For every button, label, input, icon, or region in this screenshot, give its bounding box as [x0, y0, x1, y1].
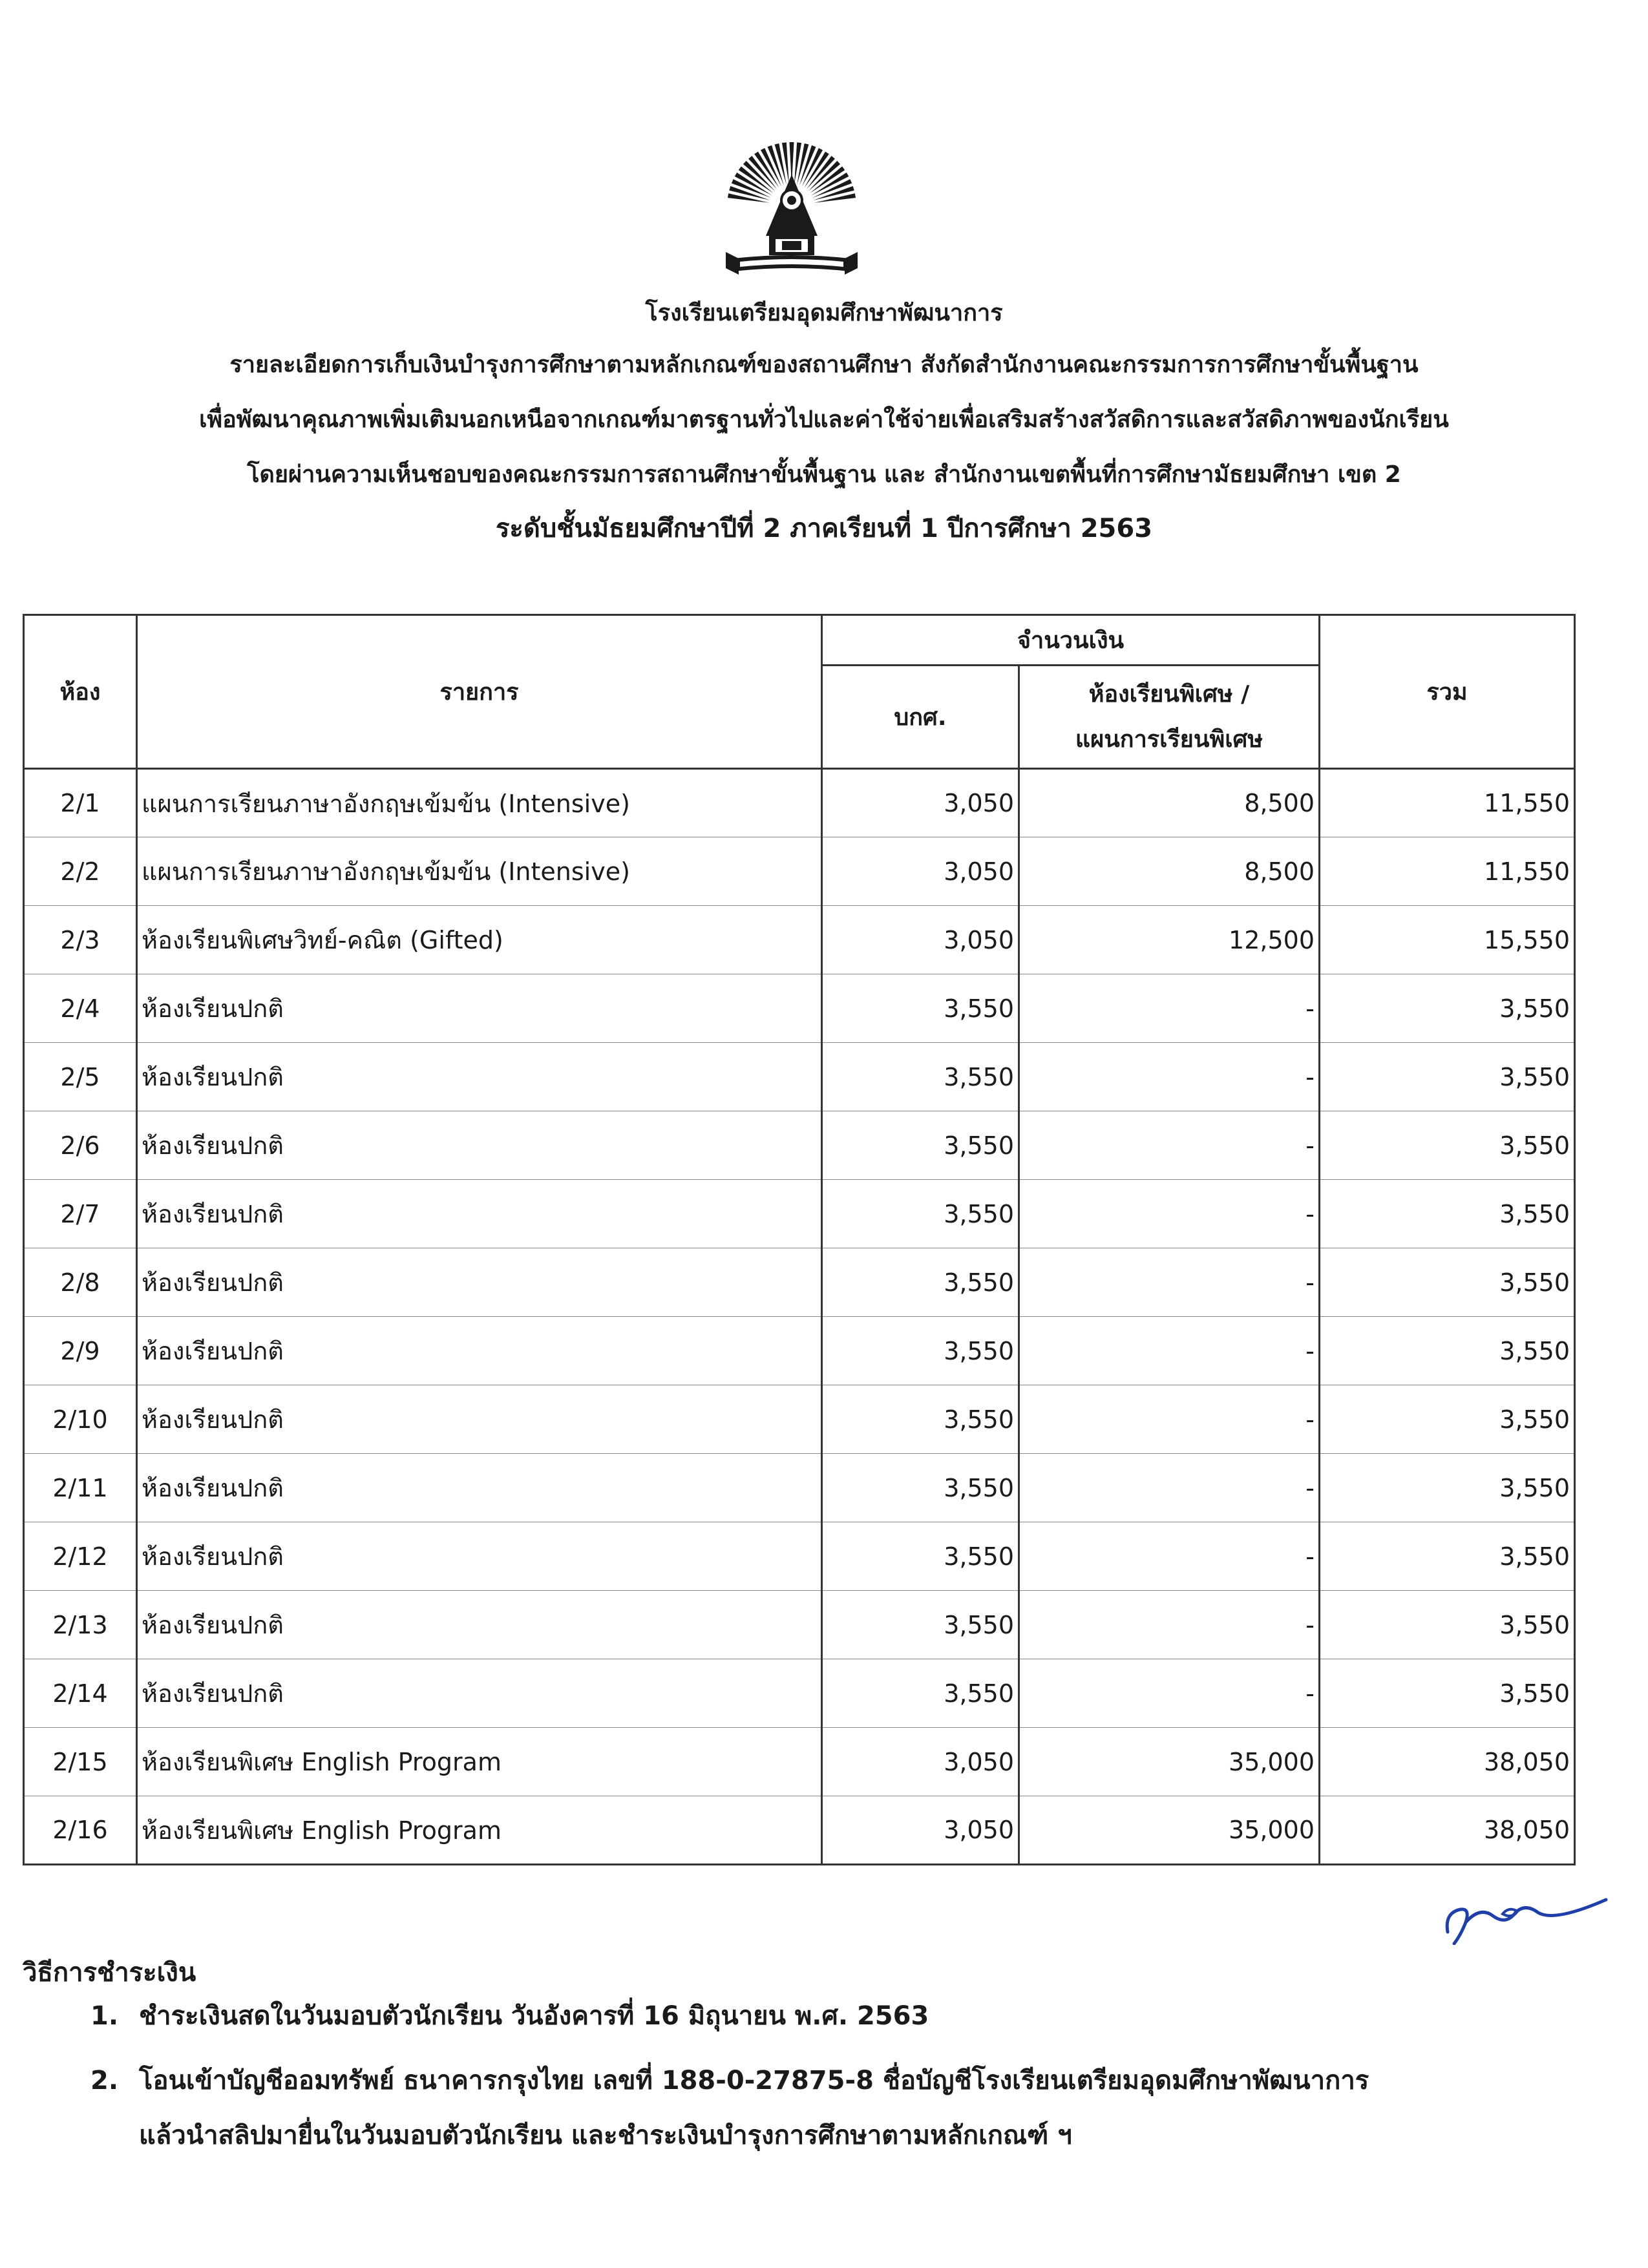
cell-item: ห้องเรียนปกติ: [137, 1317, 822, 1385]
cell-room: 2/10: [24, 1385, 137, 1454]
cell-total: 15,550: [1320, 906, 1575, 974]
table-row: [24, 1111, 1575, 1180]
cell-special: -: [1019, 974, 1320, 1043]
cell-item: ห้องเรียนปกติ: [137, 1180, 822, 1248]
cell-room: 2/9: [24, 1317, 137, 1385]
cell-bks: 3,550: [822, 1522, 1019, 1591]
table-row: [24, 906, 1575, 974]
header-total: รวม: [1320, 615, 1575, 769]
cell-special: -: [1019, 1111, 1320, 1180]
header-line-3: เพื่อพัฒนาคุณภาพเพิ่มเติมนอกเหนือจากเกณฑ์มาตรฐานทั่วไปและค่าใช้จ่ายเพื่อเสริมสร้างสวัสดิการและสวัสดิภาพของนักเรียน: [199, 406, 1449, 433]
cell-item: แผนการเรียนภาษาอังกฤษเข้มข้น (Intensive): [137, 769, 822, 837]
payment-item-2-number: 2.: [90, 2066, 119, 2095]
cell-bks: 3,050: [822, 1796, 1019, 1865]
cell-special: -: [1019, 1659, 1320, 1728]
cell-bks: 3,550: [822, 1317, 1019, 1385]
cell-item: ห้องเรียนปกติ: [137, 1111, 822, 1180]
cell-room: 2/8: [24, 1248, 137, 1317]
cell-total: 3,550: [1320, 1385, 1575, 1454]
cell-room: 2/4: [24, 974, 137, 1043]
cell-special: 35,000: [1019, 1728, 1320, 1796]
table-row: [24, 1659, 1575, 1728]
header-level-term: ระดับชั้นมัธยมศึกษาปีที่ 2 ภาคเรียนที่ 1 ปีการศึกษา 2563: [495, 514, 1153, 543]
cell-bks: 3,050: [822, 1728, 1019, 1796]
cell-item: ห้องเรียนปกติ: [137, 1522, 822, 1591]
cell-total: 3,550: [1320, 1248, 1575, 1317]
cell-room: 2/5: [24, 1043, 137, 1111]
header-special-line2: แผนการเรียนพิเศษ: [1075, 726, 1263, 753]
cell-total: 3,550: [1320, 1522, 1575, 1591]
cell-special: -: [1019, 1180, 1320, 1248]
header-room: ห้อง: [24, 615, 137, 769]
payment-item-1-text: ชำระเงินสดในวันมอบตัวนักเรียน วันอังคารที่ 16 มิถุนายน พ.ศ. 2563: [139, 2001, 929, 2031]
cell-bks: 3,550: [822, 1111, 1019, 1180]
school-emblem-icon: [721, 139, 863, 284]
cell-bks: 3,550: [822, 1248, 1019, 1317]
cell-room: 2/6: [24, 1111, 137, 1180]
cell-special: -: [1019, 1248, 1320, 1317]
cell-room: 2/13: [24, 1591, 137, 1659]
cell-room: 2/12: [24, 1522, 137, 1591]
cell-item: ห้องเรียนพิเศษ English Program: [137, 1728, 822, 1796]
payment-item-2-continued: แล้วนำสลิปมายื่นในวันมอบตัวนักเรียน และชำระเงินบำรุงการศึกษาตามหลักเกณฑ์ ฯ: [139, 2121, 1072, 2150]
cell-room: 2/7: [24, 1180, 137, 1248]
cell-bks: 3,550: [822, 1591, 1019, 1659]
cell-special: 12,500: [1019, 906, 1320, 974]
school-name: โรงเรียนเตรียมอุดมศึกษาพัฒนาการ: [645, 300, 1003, 326]
cell-item: แผนการเรียนภาษาอังกฤษเข้มข้น (Intensive): [137, 837, 822, 906]
cell-item: ห้องเรียนปกติ: [137, 1454, 822, 1522]
table-row: [24, 1248, 1575, 1317]
cell-bks: 3,550: [822, 1043, 1019, 1111]
cell-bks: 3,550: [822, 1180, 1019, 1248]
header-line-2: รายละเอียดการเก็บเงินบำรุงการศึกษาตามหลักเกณฑ์ของสถานศึกษา สังกัดสำนักงานคณะกรรมการการศึกษาขั้นพื้นฐาน: [229, 352, 1419, 378]
header-line-4: โดยผ่านความเห็นชอบของคณะกรรมการสถานศึกษาขั้นพื้นฐาน และ สำนักงานเขตพื้นที่การศึกษามัธยมศึกษา เขต 2: [247, 461, 1401, 488]
cell-total: 3,550: [1320, 1591, 1575, 1659]
cell-total: 3,550: [1320, 1454, 1575, 1522]
cell-bks: 3,550: [822, 1659, 1019, 1728]
fee-table: [23, 614, 1576, 1865]
table-row: [24, 1591, 1575, 1659]
cell-item: ห้องเรียนพิเศษวิทย์-คณิต (Gifted): [137, 906, 822, 974]
table-row: [24, 837, 1575, 906]
cell-total: 11,550: [1320, 837, 1575, 906]
cell-total: 3,550: [1320, 1317, 1575, 1385]
cell-total: 3,550: [1320, 1180, 1575, 1248]
cell-total: 3,550: [1320, 1659, 1575, 1728]
cell-room: 2/14: [24, 1659, 137, 1728]
header-special: [1019, 666, 1320, 769]
cell-bks: 3,550: [822, 1454, 1019, 1522]
payment-item-1-number: 1.: [90, 2001, 119, 2031]
header-amount: จำนวนเงิน: [822, 615, 1320, 666]
cell-room: 2/16: [24, 1796, 137, 1865]
header-item: รายการ: [137, 615, 822, 769]
cell-special: -: [1019, 1317, 1320, 1385]
cell-total: 38,050: [1320, 1796, 1575, 1865]
cell-room: 2/15: [24, 1728, 137, 1796]
cell-room: 2/3: [24, 906, 137, 974]
cell-bks: 3,550: [822, 1385, 1019, 1454]
cell-special: 8,500: [1019, 769, 1320, 837]
cell-item: ห้องเรียนปกติ: [137, 1043, 822, 1111]
cell-bks: 3,050: [822, 906, 1019, 974]
cell-special: 8,500: [1019, 837, 1320, 906]
payment-item-2-text: โอนเข้าบัญชีออมทรัพย์ ธนาคารกรุงไทย เลขที่ 188-0-27875-8 ชื่อบัญชีโรงเรียนเตรียมอุดมศึกษาพัฒนาการ: [139, 2066, 1369, 2095]
cell-room: 2/1: [24, 769, 137, 837]
table-row: [24, 1180, 1575, 1248]
cell-item: ห้องเรียนปกติ: [137, 1659, 822, 1728]
cell-total: 11,550: [1320, 769, 1575, 837]
header-bks: บกศ.: [822, 666, 1019, 769]
cell-item: ห้องเรียนปกติ: [137, 1591, 822, 1659]
table-row: [24, 974, 1575, 1043]
header-special-line1: ห้องเรียนพิเศษ /: [1088, 680, 1250, 708]
cell-item: ห้องเรียนปกติ: [137, 1248, 822, 1317]
cell-item: ห้องเรียนปกติ: [137, 974, 822, 1043]
payment-title: วิธีการชำระเงิน: [23, 1958, 196, 1988]
table-row: [24, 1317, 1575, 1385]
cell-total: 38,050: [1320, 1728, 1575, 1796]
table-row: [24, 1522, 1575, 1591]
cell-bks: 3,550: [822, 974, 1019, 1043]
cell-item: ห้องเรียนพิเศษ English Program: [137, 1796, 822, 1865]
cell-room: 2/2: [24, 837, 137, 906]
cell-special: 35,000: [1019, 1796, 1320, 1865]
handwritten-signature: [1441, 1887, 1609, 1945]
cell-total: 3,550: [1320, 1043, 1575, 1111]
cell-bks: 3,050: [822, 837, 1019, 906]
table-row: [24, 1385, 1575, 1454]
cell-bks: 3,050: [822, 769, 1019, 837]
table-row: [24, 1796, 1575, 1865]
table-row: [24, 1454, 1575, 1522]
table-row: [24, 769, 1575, 837]
payment-item-1: [90, 1990, 929, 2042]
cell-special: -: [1019, 1385, 1320, 1454]
cell-special: -: [1019, 1043, 1320, 1111]
table-row: [24, 1043, 1575, 1111]
cell-total: 3,550: [1320, 1111, 1575, 1180]
cell-special: -: [1019, 1522, 1320, 1591]
cell-room: 2/11: [24, 1454, 137, 1522]
payment-item-2: [90, 2055, 1369, 2106]
cell-special: -: [1019, 1591, 1320, 1659]
table-row: [24, 1728, 1575, 1796]
cell-total: 3,550: [1320, 974, 1575, 1043]
cell-item: ห้องเรียนปกติ: [137, 1385, 822, 1454]
cell-special: -: [1019, 1454, 1320, 1522]
